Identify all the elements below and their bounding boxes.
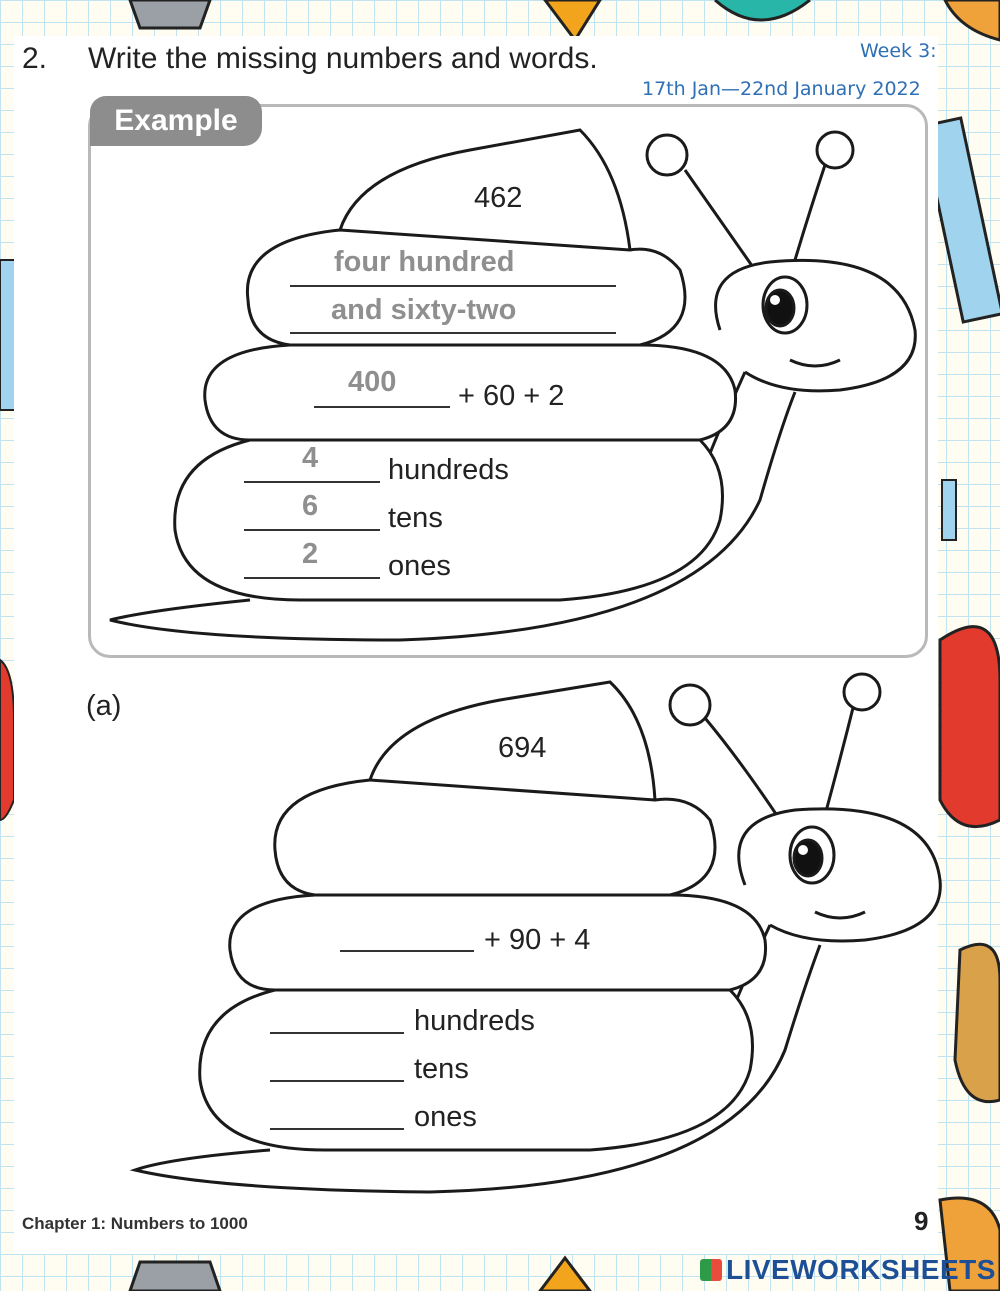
question-a-number: 694 <box>498 732 547 764</box>
example-hundreds-label: hundreds <box>388 454 509 486</box>
example-expanded-first: 400 <box>348 366 397 398</box>
chapter-footer: Chapter 1: Numbers to 1000 <box>22 1214 248 1233</box>
question-a-words-line2-input[interactable] <box>318 842 648 876</box>
example-tens-label: tens <box>388 502 443 534</box>
example-words-line2: and sixty-two <box>331 294 517 326</box>
liveworksheets-logo[interactable] <box>700 1254 996 1286</box>
question-a-ones-input[interactable] <box>270 1094 404 1130</box>
question-a-words-line1-input[interactable] <box>318 796 648 830</box>
example-tag: Example <box>90 96 262 146</box>
question-a-ones-label: ones <box>414 1101 477 1133</box>
question-instruction: Write the missing numbers and words. <box>88 42 598 75</box>
question-a-tens-input[interactable] <box>270 1046 404 1082</box>
question-a-label: (a) <box>86 690 122 722</box>
example-words-line1: four hundred <box>334 246 515 278</box>
week-date-range: 17th Jan—22nd January 2022 <box>642 78 921 100</box>
question-a-hundreds-label: hundreds <box>414 1005 535 1037</box>
question-number: 2. <box>22 42 48 75</box>
week-label: Week 3: <box>860 40 937 62</box>
example-expanded-rest: + 60 + 2 <box>458 380 565 412</box>
example-hundreds-value: 4 <box>302 442 319 474</box>
liveworksheets-logo-icon <box>700 1259 722 1281</box>
question-a-hundreds-input[interactable] <box>270 998 404 1034</box>
page-number: 9 <box>914 1206 929 1236</box>
question-a-hundreds-expanded-input[interactable] <box>340 916 474 952</box>
example-ones-value: 2 <box>302 538 319 570</box>
question-a-tens-label: tens <box>414 1053 469 1085</box>
example-tens-value: 6 <box>302 490 319 522</box>
example-number: 462 <box>474 182 523 214</box>
question-a-expanded-rest: + 90 + 4 <box>484 924 591 956</box>
example-ones-label: ones <box>388 550 451 582</box>
liveworksheets-logo-text: LIVEWORKSHEETS <box>726 1254 996 1285</box>
